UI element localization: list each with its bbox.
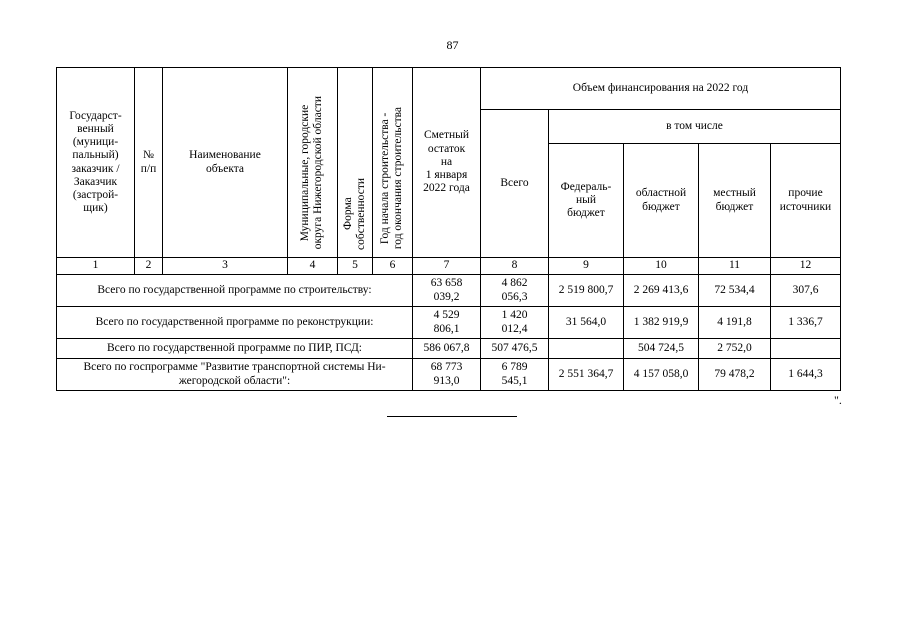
- row-total: 1 420 012,4: [481, 307, 549, 339]
- table-row: [57, 359, 841, 391]
- row-total: 6 789 545,1: [481, 359, 549, 391]
- col-number: 11: [699, 258, 771, 275]
- col-number: 5: [338, 258, 373, 275]
- row-local: 79 478,2: [699, 359, 771, 391]
- col-number: 4: [288, 258, 338, 275]
- row-total: 507 476,5: [481, 339, 549, 359]
- row-regional: 4 157 058,0: [624, 359, 699, 391]
- col-number: 7: [413, 258, 481, 275]
- header-local: местный бюджет: [699, 144, 771, 258]
- header-municipality-text: Муниципальные, городские округа Нижегородской области: [299, 96, 325, 250]
- row-local: 2 752,0: [699, 339, 771, 359]
- column-number-row: [57, 258, 841, 275]
- header-ownership: [338, 68, 373, 258]
- row-federal: 2 551 364,7: [549, 359, 624, 391]
- row-federal: 2 519 800,7: [549, 275, 624, 307]
- row-estimate: 63 658 039,2: [413, 275, 481, 307]
- separator-line: [387, 416, 517, 417]
- row-label: Всего по государственной программе по ПИР, ПСД:: [57, 339, 413, 359]
- closing-quote: ".: [834, 393, 842, 407]
- header-including: в том числе: [549, 110, 841, 144]
- header-total: Всего: [481, 110, 549, 258]
- table-row: [57, 339, 841, 359]
- header-other: прочие источники: [771, 144, 841, 258]
- header-regional: областной бюджет: [624, 144, 699, 258]
- row-local: 72 534,4: [699, 275, 771, 307]
- col-number: 2: [135, 258, 163, 275]
- row-other: 1 336,7: [771, 307, 841, 339]
- row-regional: 1 382 919,9: [624, 307, 699, 339]
- header-municipality: [288, 68, 338, 258]
- row-estimate: 4 529 806,1: [413, 307, 481, 339]
- row-other: [771, 339, 841, 359]
- row-estimate: 586 067,8: [413, 339, 481, 359]
- header-object-name: Наименование объекта: [163, 68, 288, 258]
- row-other: 307,6: [771, 275, 841, 307]
- header-num: № п/п: [135, 68, 163, 258]
- row-federal: [549, 339, 624, 359]
- row-estimate: 68 773 913,0: [413, 359, 481, 391]
- header-years: [373, 68, 413, 258]
- col-number: 12: [771, 258, 841, 275]
- header-years-text: Год начала строительства - год окончания строительства: [379, 107, 405, 250]
- header-customer: Государст- венный (муници- пальный) заказчик / Заказчик (застрой- щик): [57, 68, 135, 258]
- table-row: [57, 307, 841, 339]
- header-estimate: Сметный остаток на 1 января 2022 года: [413, 68, 481, 258]
- row-label: Всего по государственной программе по строительству:: [57, 275, 413, 307]
- table-row: [57, 275, 841, 307]
- col-number: 3: [163, 258, 288, 275]
- row-label: Всего по государственной программе по реконструкции:: [57, 307, 413, 339]
- row-regional: 2 269 413,6: [624, 275, 699, 307]
- page-number: 87: [446, 38, 459, 52]
- row-regional: 504 724,5: [624, 339, 699, 359]
- col-number: 8: [481, 258, 549, 275]
- col-number: 10: [624, 258, 699, 275]
- header-funding: Объем финансирования на 2022 год: [481, 68, 841, 110]
- row-label: Всего по госпрограмме "Развитие транспортной системы Ни- жегородской области":: [57, 359, 413, 391]
- row-federal: 31 564,0: [549, 307, 624, 339]
- row-total: 4 862 056,3: [481, 275, 549, 307]
- col-number: 9: [549, 258, 624, 275]
- financing-table: [56, 67, 841, 391]
- header-federal: Федераль- ный бюджет: [549, 144, 624, 258]
- col-number: 6: [373, 258, 413, 275]
- row-local: 4 191,8: [699, 307, 771, 339]
- col-number: 1: [57, 258, 135, 275]
- header-ownership-text: Форма собственности: [341, 177, 367, 250]
- row-other: 1 644,3: [771, 359, 841, 391]
